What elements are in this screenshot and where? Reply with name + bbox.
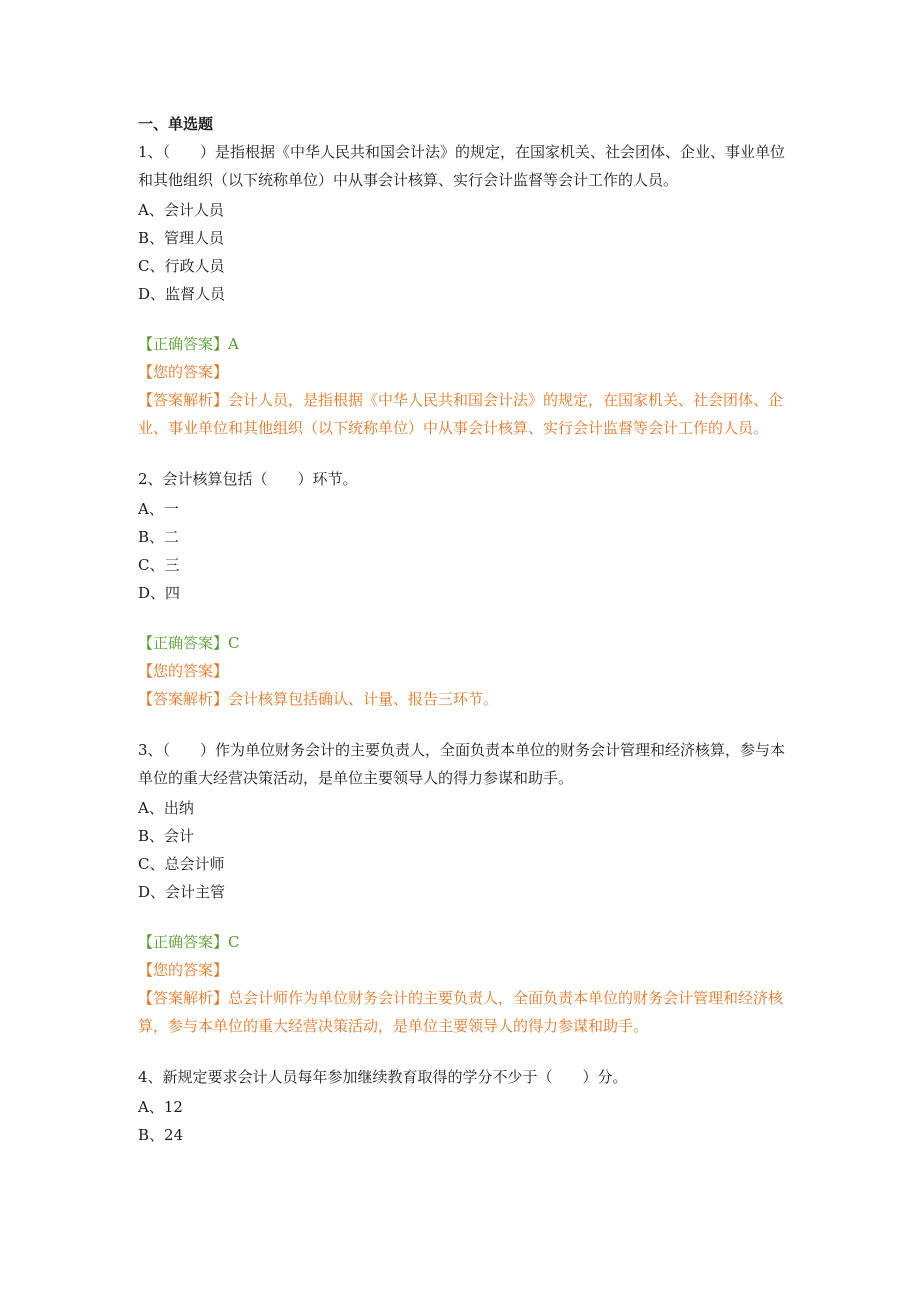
option-c: C、三 (138, 556, 180, 574)
option-d: D、会计主管 (138, 883, 226, 901)
document-page (138, 110, 798, 1172)
option-c: C、总会计师 (138, 855, 225, 873)
analysis-label: 【答案解析】 (138, 690, 229, 708)
question-2 (138, 465, 798, 713)
correct-answer-value: A (228, 335, 239, 353)
question-stem: 3、（ ）作为单位财务会计的主要负责人，全面负责本单位的财务会计管理和经济核算，参与本单位的重大经营决策活动，是单位主要领导人的得力参谋和助手。 (138, 741, 786, 787)
question-3 (138, 736, 798, 1040)
question-1 (138, 138, 798, 442)
analysis-label: 【答案解析】 (138, 989, 229, 1007)
correct-answer-label: 【正确答案】 (138, 634, 229, 652)
answer-block (138, 928, 798, 1040)
analysis-label: 【答案解析】 (138, 391, 229, 409)
your-answer-label: 【您的答案】 (138, 961, 229, 979)
option-list (138, 196, 798, 308)
option-a: A、出纳 (138, 799, 194, 817)
your-answer (138, 657, 798, 685)
answer-block (138, 629, 798, 713)
your-answer (138, 956, 798, 984)
answer-analysis (138, 386, 798, 442)
option-b: B、会计 (138, 827, 195, 845)
analysis-text: 总会计师作为单位财务会计的主要负责人，全面负责本单位的财务会计管理和经济核算，参与本单位的重大经营决策活动，是单位主要领导人的得力参谋和助手。 (138, 989, 784, 1035)
question-4 (138, 1063, 798, 1149)
option-c: C、行政人员 (138, 257, 225, 275)
option-a: A、一 (138, 500, 179, 518)
answer-block (138, 330, 798, 442)
option-b: B、二 (138, 528, 180, 546)
correct-answer-label: 【正确答案】 (138, 933, 229, 951)
correct-answer (138, 928, 798, 956)
option-a: A、会计人员 (138, 201, 224, 219)
option-a: A、12 (138, 1098, 183, 1116)
answer-analysis (138, 685, 798, 713)
option-list (138, 1093, 798, 1149)
option-d: D、四 (138, 584, 181, 602)
option-list (138, 794, 798, 906)
correct-answer-value: C (228, 933, 240, 951)
question-stem: 1、（ ）是指根据《中华人民共和国会计法》的规定，在国家机关、社会团体、企业、事业单位和其他组织（以下统称单位）中从事会计核算、实行会计监督等会计工作的人员。 (138, 143, 786, 189)
correct-answer (138, 629, 798, 657)
your-answer-label: 【您的答案】 (138, 363, 229, 381)
option-b: B、管理人员 (138, 229, 225, 247)
question-stem: 2、会计核算包括（ ）环节。 (138, 470, 358, 488)
analysis-text: 会计人员，是指根据《中华人民共和国会计法》的规定，在国家机关、社会团体、企业、事业单位和其他组织（以下统称单位）中从事会计核算、实行会计监督等会计工作的人员。 (138, 391, 784, 437)
correct-answer-value: C (228, 634, 240, 652)
answer-analysis (138, 984, 798, 1040)
section-title: 一、单选题 (138, 115, 214, 133)
analysis-text: 会计核算包括确认、计量、报告三环节。 (228, 690, 499, 708)
option-b: B、24 (138, 1126, 184, 1144)
option-d: D、监督人员 (138, 285, 226, 303)
question-stem: 4、新规定要求会计人员每年参加继续教育取得的学分不少于（ ）分。 (138, 1068, 628, 1086)
correct-answer-label: 【正确答案】 (138, 335, 229, 353)
correct-answer (138, 330, 798, 358)
your-answer-label: 【您的答案】 (138, 662, 229, 680)
your-answer (138, 358, 798, 386)
option-list (138, 495, 798, 607)
